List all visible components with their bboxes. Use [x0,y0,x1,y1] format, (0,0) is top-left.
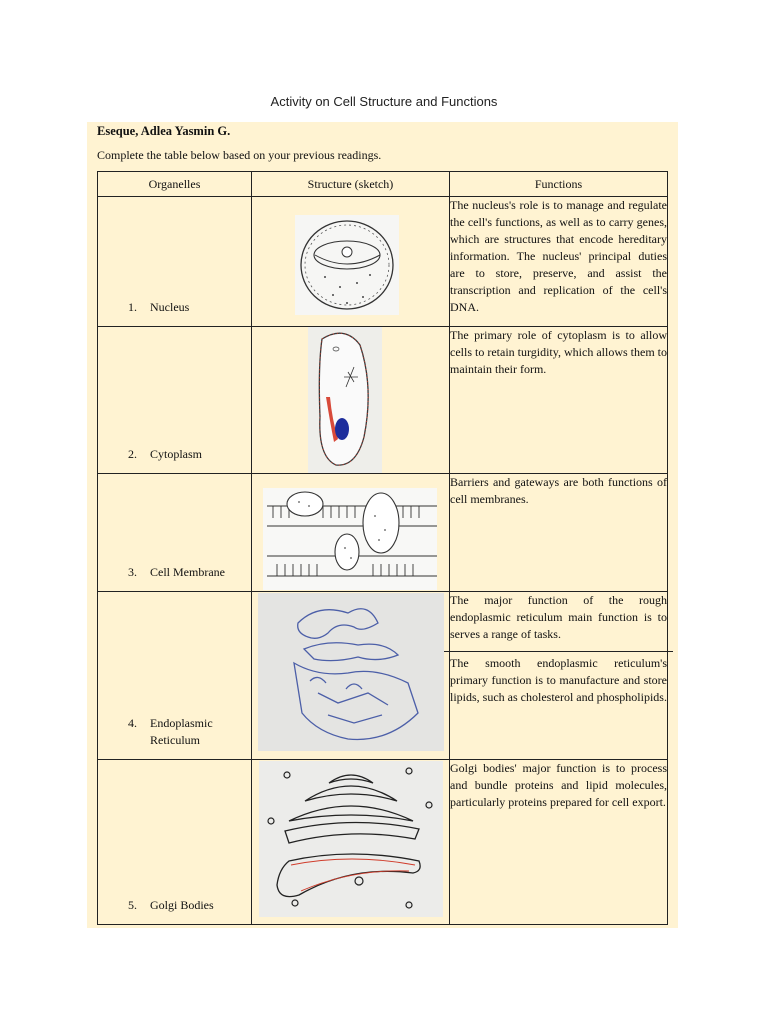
header-organelles: Organelles [98,172,252,197]
row-number: 4. [128,716,137,730]
sketch-cell [252,592,450,760]
row-number: 2. [128,447,137,461]
organelle-name: Cell Membrane [150,565,225,579]
document-title: Activity on Cell Structure and Functions [270,94,498,109]
sketch-cell [252,197,450,327]
organelle-cell [98,474,252,592]
table-row [98,760,668,925]
table-row [98,592,668,760]
instruction-text: Complete the table below based on your previous readings. [97,148,382,162]
table-row [98,474,668,592]
function-text: Barriers and gateways are both functions of cell membranes. [450,475,667,506]
function-text-smooth-er: The smooth endoplasmic reticulum's primary function is to manufacture and store lipids, such as cholesterol and phospholipids. [450,656,667,704]
table-row [98,327,668,474]
function-cell [450,197,668,327]
student-name: Eseque, Adlea Yasmin G. [97,124,231,138]
function-text-smooth-er-box [444,651,673,706]
cell-membrane-sketch-icon [263,488,437,590]
organelle-name: Endoplasmic Reticulum [150,716,213,747]
endoplasmic-reticulum-sketch-icon [258,593,444,751]
function-text: The nucleus's role is to manage and regulate the cell's functions, as well as to carry genes, which are structures that encode hereditary information. The nucleus' principal duties are to store, preserve, and assist the transcription and replication of the cell's DNA. [450,198,667,314]
organelle-table [97,171,668,925]
cytoplasm-sketch-icon [308,327,382,473]
function-text-rough-er: The major function of the rough endoplasmic reticulum main function is to serves a range of tasks. [450,593,667,641]
organelle-name: Golgi Bodies [150,898,214,912]
nucleus-sketch-icon [295,215,399,315]
table-row [98,197,668,327]
row-number: 1. [128,300,137,314]
organelle-cell [98,592,252,760]
function-cell [450,592,668,760]
function-cell [450,327,668,474]
sketch-cell [252,327,450,474]
header-structure: Structure (sketch) [252,172,450,197]
organelle-cell [98,197,252,327]
sketch-cell [252,760,450,925]
function-text: The primary role of cytoplasm is to allow cells to retain turgidity, which allows them to maintain their form. [450,328,667,376]
row-number: 3. [128,565,137,579]
function-cell [450,760,668,925]
header-functions: Functions [450,172,668,197]
organelle-name: Cytoplasm [150,447,203,461]
function-cell [450,474,668,592]
row-number: 5. [128,898,137,912]
organelle-name: Nucleus [150,300,190,314]
golgi-bodies-sketch-icon [259,761,443,917]
organelle-cell [98,760,252,925]
table-header-row [98,172,668,197]
sketch-cell [252,474,450,592]
organelle-cell [98,327,252,474]
function-text: Golgi bodies' major function is to process and bundle proteins and lipid molecules, particularly proteins prepared for cell export. [450,761,667,809]
